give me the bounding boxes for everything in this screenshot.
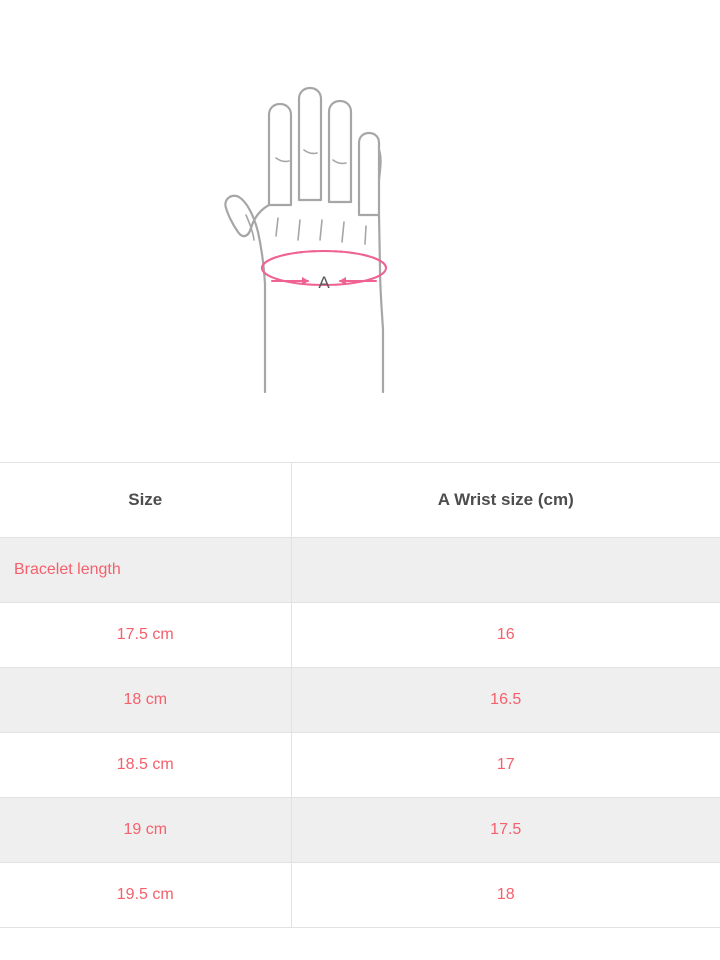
column-header-size: Size bbox=[0, 463, 291, 538]
group-empty-cell bbox=[291, 538, 720, 603]
table-row bbox=[0, 798, 720, 863]
table-row-group bbox=[0, 538, 720, 603]
wrist-measure-band bbox=[262, 251, 386, 292]
table-header bbox=[0, 463, 720, 538]
cell-size: 17.5 cm bbox=[0, 603, 291, 668]
cell-wrist: 17.5 bbox=[291, 798, 720, 863]
table-row bbox=[0, 863, 720, 928]
cell-size: 19 cm bbox=[0, 798, 291, 863]
wrist-measurement-diagram bbox=[0, 0, 720, 462]
column-header-wrist-size: A Wrist size (cm) bbox=[291, 463, 720, 538]
hand-illustration-icon bbox=[220, 0, 500, 400]
cell-wrist: 17 bbox=[291, 733, 720, 798]
cell-wrist: 18 bbox=[291, 863, 720, 928]
header-row bbox=[0, 463, 720, 538]
cell-wrist: 16 bbox=[291, 603, 720, 668]
cell-wrist: 16.5 bbox=[291, 668, 720, 733]
cell-size: 18.5 cm bbox=[0, 733, 291, 798]
table-body bbox=[0, 538, 720, 928]
table-row bbox=[0, 603, 720, 668]
cell-size: 18 cm bbox=[0, 668, 291, 733]
size-chart-table bbox=[0, 462, 720, 928]
cell-size: 19.5 cm bbox=[0, 863, 291, 928]
group-label-bracelet-length: Bracelet length bbox=[0, 538, 291, 603]
table-row bbox=[0, 668, 720, 733]
table-row bbox=[0, 733, 720, 798]
measure-label-a: A bbox=[318, 273, 330, 292]
